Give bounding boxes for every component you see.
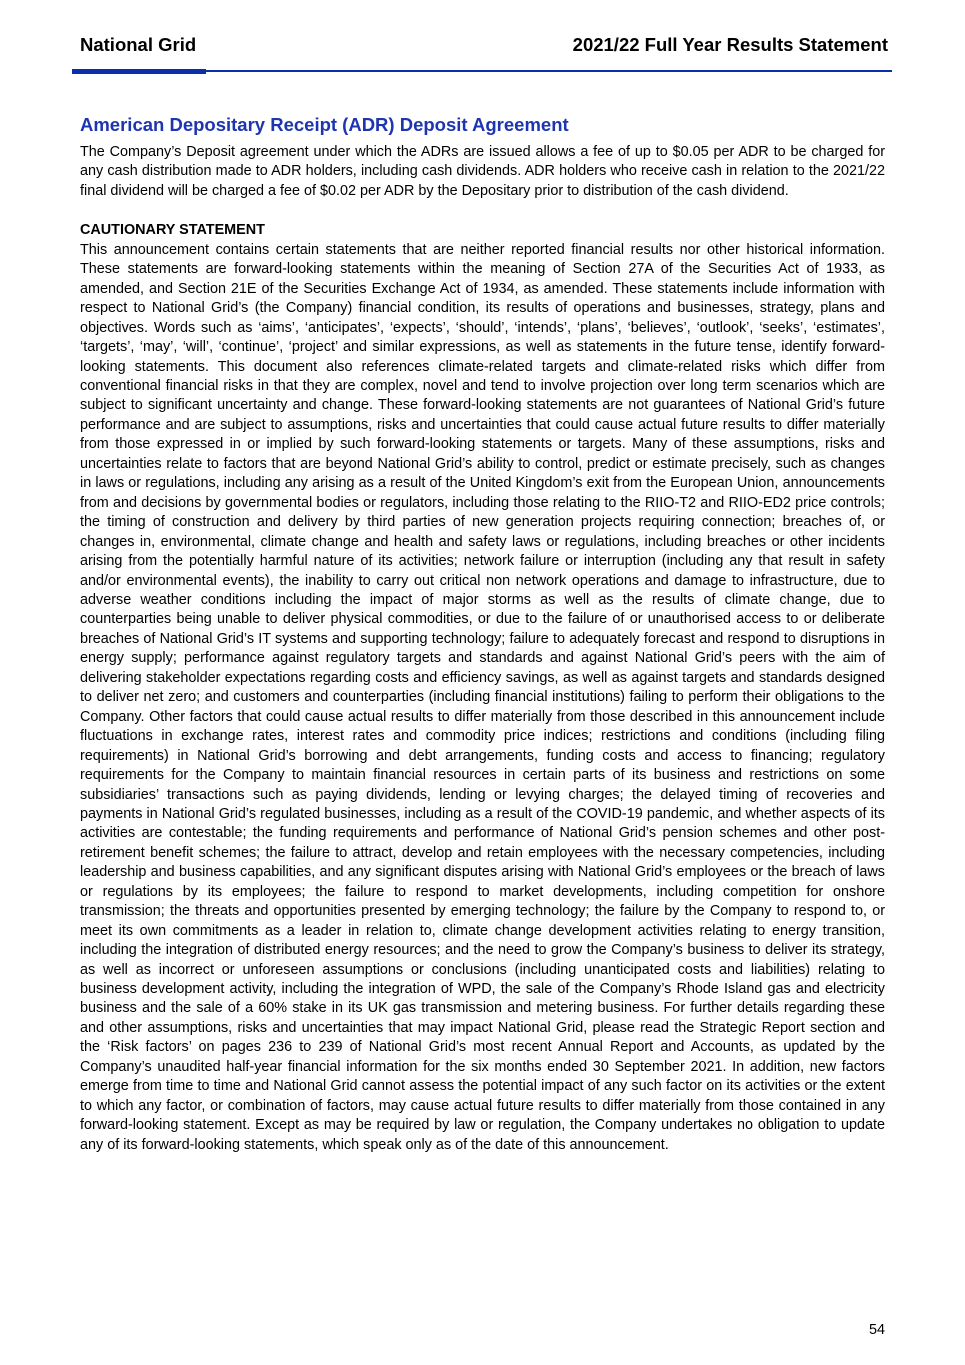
adr-heading: American Depositary Receipt (ADR) Deposit Agreement bbox=[80, 114, 569, 135]
company-name: National Grid bbox=[80, 34, 197, 55]
document-title: 2021/22 Full Year Results Statement bbox=[572, 34, 888, 55]
page-content bbox=[80, 114, 885, 1155]
page-number: 54 bbox=[868, 1322, 885, 1338]
page-header bbox=[80, 34, 888, 56]
cautionary-heading: CAUTIONARY STATEMENT bbox=[80, 222, 265, 239]
header-accent-bar bbox=[72, 69, 206, 74]
adr-paragraph: The Company’s Deposit agreement under which the ADRs are issued allows a fee of up to $0.05 per ADR to be charged for any cash distribution made to ADR holders, including cash dividends. ADR holders who receive cash in relation to the 2021/22 final dividend will be charged a fee of $0.02 per ADR by the Depositary prior to distribution of the cash dividend. bbox=[80, 144, 885, 199]
cautionary-paragraph: This announcement contains certain statements that are neither reported financial results nor other historical information. These statements are forward-looking statements within the meaning of Section 27A of the Securities Act of 1933, as amended, and Section 21E of the Securities Exchange Act of 1934, as amended. These statements include information with respect to National Grid’s (the Company) financial condition, its results of operations and businesses, strategy, plans and objectives. Words such as ‘aims’, ‘anticipates’, ‘expects’, ‘should’, ‘intends’, ‘plans’, ‘believes’, ‘outlook’, ‘seeks’, ‘estimates’, ‘targets’, ‘may’, ‘will’, ‘continue’, ‘project’ and similar expressions, as well as statements in the future tense, identify forward-looking statements. This document also references climate-related targets and climate-related risks which differ from conventional financial risks in that they are complex, novel and tend to involve projection over long term scenarios which are subject to significant uncertainty and change. These forward-looking statements are not guarantees of National Grid’s future performance and are subject to assumptions, risks and uncertainties that could cause actual future results to differ materially from those expressed in or implied by such forward-looking statements or targets. Many of these assumptions, risks and uncertainties relate to factors that are beyond National Grid’s ability to control, predict or estimate precisely, such as changes in laws or regulations, including any arising as a result of the United Kingdom’s exit from the European Union, announcements from and decisions by governmental bodies or regulators, including those relating to the RIIO-T2 and RIIO-ED2 price controls; the timing of construction and delivery by third parties of new generation projects requiring connection; breaches of, or changes in, environmental, climate change and health and safety laws or regulations, including breaches or other incidents arising from the potentially harmful nature of its activities; network failure or interruption (including any that result in safety and/or environmental events), the inability to carry out critical non network operations and damage to infrastructure, due to adverse weather conditions including the impact of major storms as well as the results of climate change, due to counterparties being unable to deliver physical commodities, or due to the failure of or unauthorised access to or deliberate breaches of National Grid’s IT systems and supporting technology; failure to adequately forecast and respond to disruptions in energy supply; performance against regulatory targets and standards and against National Grid’s peers with the aim of delivering stakeholder expectations regarding costs and efficiency savings, as well as against targets and standards designed to deliver net zero; and customers and counterparties (including financial institutions) failing to perform their obligations to the Company. Other factors that could cause actual results to differ materially from those described in this announcement include fluctuations in exchange rates, interest rates and commodity price indices; restrictions and conditions (including filing requirements) in National Grid’s borrowing and debt arrangements, funding costs and access to financing; regulatory requirements for the Company to maintain financial resources in certain parts of its business and restrictions on some subsidiaries’ transactions such as paying dividends, lending or levying charges; the delayed timing of recoveries and payments in National Grid’s regulated businesses, including as a result of the COVID-19 pandemic, and whether aspects of its activities are contestable; the funding requirements and performance of National Grid’s pension schemes and other post-retirement benefit schemes; the failure to attract, develop and retain employees with the necessary competencies, including leadership and business capabilities, and any significant disputes arising with National Grid’s employees or the breach of laws or regulations by its employees; the failure to respond to market developments, including competition for onshore transmission; the threats and opportunities presented by emerging technology; the failure by the Company to respond to, or meet its own commitments as a leader in relation to, climate change development activities relating to energy transition, including the integration of distributed energy resources; and the need to grow the Company’s business to deliver its strategy, as well as incorrect or unforeseen assumptions or conclusions (including unanticipated costs and liabilities) relating to business development activity, including the integration of WPD, the sale of the Company’s Rhode Island gas and electricity business and the sale of a 60% stake in its UK gas transmission and metering business. For further details regarding these and other assumptions, risks and uncertainties that may impact National Grid, please read the Strategic Report section and the ‘Risk factors’ on pages 236 to 239 of National Grid’s most recent Annual Report and Accounts, as updated by the Company’s unaudited half-year financial information for the six months ended 30 September 2021. In addition, new factors emerge from time to time and National Grid cannot assess the potential impact of any such factor on its activities or the extent to which any factor, or combination of factors, may cause actual future results to differ materially from those contained in any forward-looking statement. Except as may be required by law or regulation, the Company undertakes no obligation to update any of its forward-looking statements, which speak only as of the date of this announcement. bbox=[80, 241, 885, 1153]
